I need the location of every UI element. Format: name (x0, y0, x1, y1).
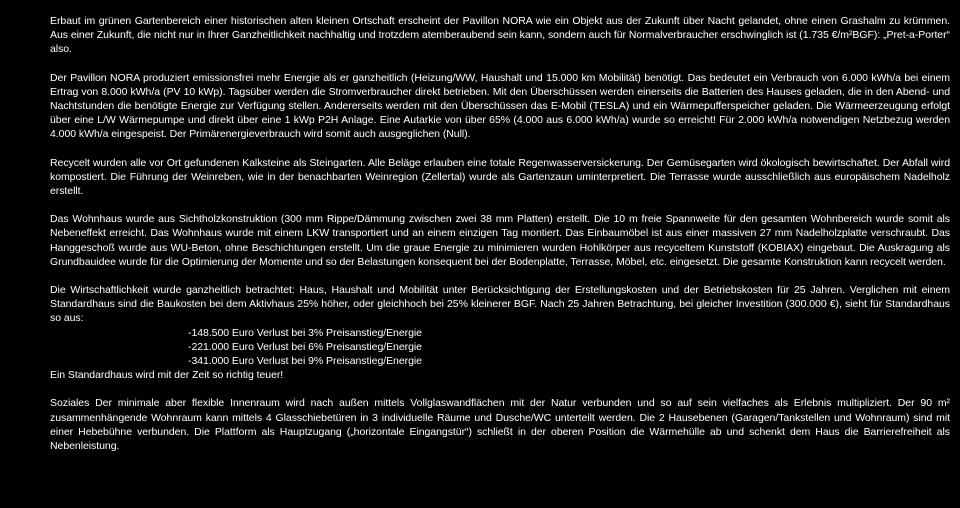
loss-line-9-percent: -341.000 Euro Verlust bei 9% Preisanstieg/Energie (188, 355, 422, 368)
loss-line-3-percent: -148.500 Euro Verlust bei 3% Preisanstieg/Energie (188, 326, 422, 339)
paragraph-economics (50, 283, 950, 382)
economics-intro: Die Wirtschaftlichkeit wurde ganzheitlich betrachtet: Haus, Haushalt und Mobilität unter Berücksichtigung der Erstellungskosten und der Betriebskosten für 25 Jahren. Verglichen mit einem Standardhaus sind die Baukosten bei dem Aktivhaus 25% höher, oder gleichhoch bei 25% kleinerer BGF. Nach 25 Jahren Betrachtung, bei gleicher Investition (300.000 €), sieht für Standardhaus so aus: (50, 284, 950, 325)
paragraph-construction: Das Wohnhaus wurde aus Sichtholzkonstruktion (300 mm Rippe/Dämmung zwischen zwei 38 mm Platten) erstellt. Die 10 m freie Spannweite für den gesamten Wohnbereich wurde somit als Nebeneffekt erreicht. Das Wohnhaus wurde mit einem LKW transportiert und an einem einzigen Tag montiert. Das Einbaumöbel ist aus einer massiven 27 mm Nadelholzplatte verschraubt. Das Hanggeschoß wurde aus WU-Beton, ohne Beschichtungen erstellt. Um die graue Energie zu minimieren wurden Hohlkörper aus recyceltem Kunststoff (KOBIAX) eingebaut. Die Auskragung als Grundbauidee wurde für die Optimierung der Momente und so der Belastungen konsequent bei der Bodenplatte, Terrasse, Möbel, etc. eingesetzt. Die gesamte Konstruktion kann recycelt werden. (50, 213, 950, 268)
paragraph-energy: Der Pavillon NORA produziert emissionsfrei mehr Energie als er ganzheitlich (Heizung/WW, Haushalt und 15.000 km Mobilität) benötigt. Das bedeutet ein Verbrauch von 6.000 kWh/a bei einem Ertrag von 8.000 kWh/a (PV 10 kWp). Tagsüber werden die Stromverbraucher direkt betrieben. Mit den Überschüssen werden einerseits die Batterien des Hauses geladen, die in den Abend- und Nachtstunden die benötigte Energie zur Verfügung stellen. Andererseits werden mit den Überschüssen das E-Mobil (TESLA) und ein Wärmepufferspeicher geladen. Die Wärmeerzeugung erfolgt über eine L/W Wärmepumpe und direkt über eine 1 kWp P2H Anlage. Eine Autarkie von über 65% (4.000 aus 6.000 kWh/a) wurde so erreicht! Für 2.000 kWh/a notwendigen Netzbezug werden 4.000 kWh/a eingespeist. Der Primärenergieverbrauch wird somit auch ausgeglichen (Null). (50, 71, 950, 141)
paragraph-intro: Erbaut im grünen Gartenbereich einer historischen alten kleinen Ortschaft erscheint der Pavillon NORA wie ein Objekt aus der Zukunft über Nacht gelandet, ohne einen Grashalm zu krümmen. Aus einer Zukunft, die nicht nur in Ihrer Ganzheitlichkeit nachhaltig und trotzdem atemberaubend sein kann, sondern auch für Normalverbraucher erschwinglich ist (1.735 €/m²BGF): „Pret-a-Porter“ also. (50, 15, 950, 56)
document-body (50, 14, 950, 467)
economics-conclusion: Ein Standardhaus wird mit der Zeit so richtig teuer! (50, 369, 284, 382)
loss-line-6-percent: -221.000 Euro Verlust bei 6% Preisanstieg/Energie (188, 340, 422, 353)
paragraph-recycling: Recycelt wurden alle vor Ort gefundenen Kalksteine als Steingarten. Alle Beläge erlauben eine totale Regenwasserversickerung. Der Gemüsegarten wird ökologisch bewirtschaftet. Der Abfall wird kompostiert. Die Führung der Weinreben, wie in der benachbarten Weinregion (Zellertal) wurde als Gartenzaun uminterpretiert. Die Terrasse wurde ausschließlich aus europäischem Nadelholz erstellt. (50, 156, 950, 198)
paragraph-social: Soziales Der minimale aber flexible Innenraum wird nach außen mittels Vollglaswandflächen mit der Natur verbunden und so auf sein vielfaches als Erlebnis multipliziert. Der 90 m² zusammenhängende Wohnraum kann mittels 4 Glasschiebetüren in 3 individuelle Räume und Dusche/WC unterteilt werden. Die 2 Hausebenen (Garagen/Tankstellen und Wohnraum) sind mit einer Hebebühne verbunden. Die Plattform als Hauptzugang („horizontale Eingangstür“) schließt in der oberen Position die Wärmehülle ab und schenkt dem Haus die Barrierefreiheit als Nebenleistung. (50, 397, 950, 453)
